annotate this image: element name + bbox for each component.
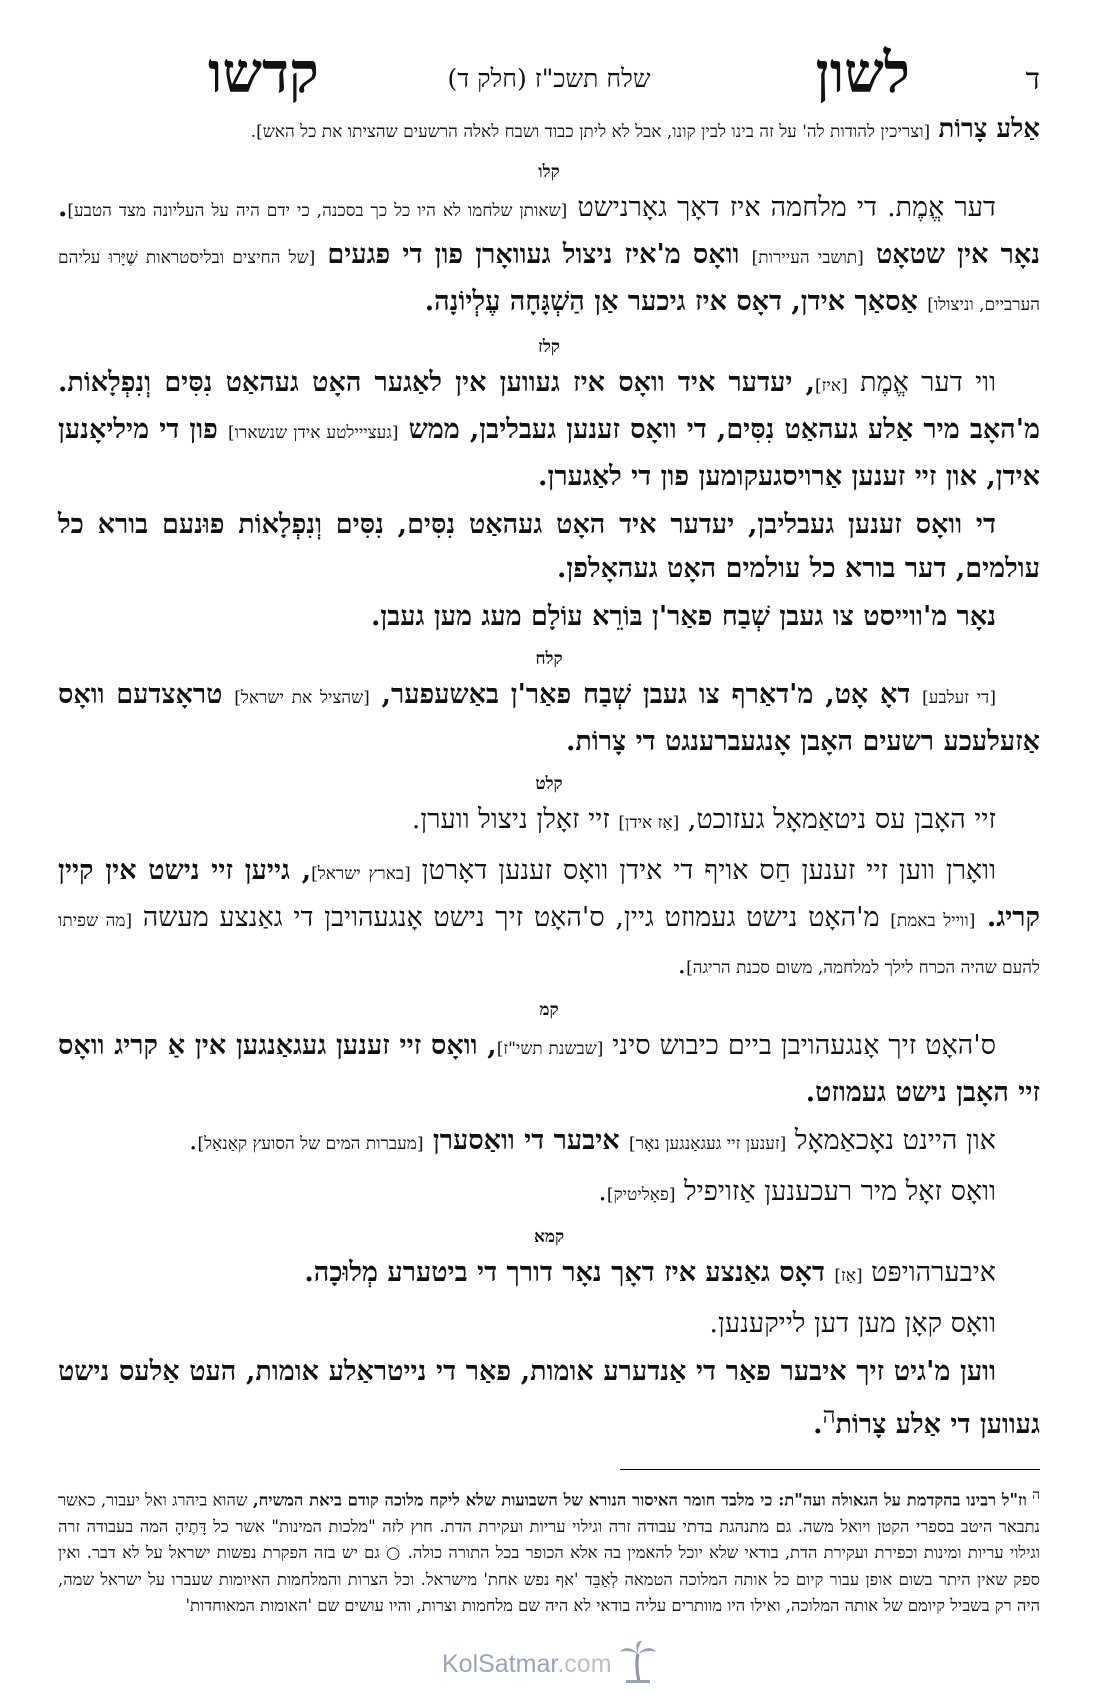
bracket-note: [אַז אידן] [618,813,680,833]
bracket-note: [שהציל את ישראל] [234,688,370,708]
text-run: , יעדער איד וואָס איז געווען אין לאַגער האָט געהאַט נִסִּים וְנִפְלָאוֹת. מ'האָב מיר אַלע געהאַט נִסִּים, די וואָס זענען געבליבן, ממש [58,367,1040,445]
text-run: , וואָס זיי זענען געגאַנגען אין אַ קריג וואָס זיי האָבן נישט געמוזט. [58,1030,1040,1108]
page-header [58,40,1040,110]
text-run: וואָס קאָן מען דען לייקענען. [709,1308,996,1339]
content-section [58,1000,1040,1217]
text-run: ווען מ'גיט זיך איבער פאַר די אַנדערע אומות, פאַר די נייטראַלע אומות, העט אַלעס נישט געווען די אַלע צָרוֹת [58,1356,1040,1440]
content-section [58,1227,1040,1447]
footnote-text: שהוא ביהרג ואל יעבור, כאשר נתבאר היטב בספרי הקטן ויואל משה. גם מתנהגת בדתי עבודה זרה וגילוי עריות ועקירת הדת. חוץ לזה "מלכות המינות" אשר כל דָּתֶיהָ המה בעבודה זרה וגילוי עריות ומינות וכפירת ועקירת הדת, בודאי שלא יוכל להאמין בה אלא הכופר בכל התורה כולה. ○ גם יש בזה הפקרת נפשות ישראל על לא דבר. ואין ספק שאין היתר בשום אופן עבור קיום כל אותה המלוכה הטמאה לְאַבֵּד 'אף נפש אחת' מישראל. וכל הצרות והמלחמות האיומות שעברו על ישראל שמה, היה רק בשביל קיומם של אותה המלוכה, ואילו היו מוותרים עליה בודאי לא היה שם מלחמות וצרות, והיו עושים שם 'האומות המאוחדות' [58,1490,1040,1616]
content-section [58,337,1040,639]
text-run: דער אֱמֶת. די מלחמה איז דאָך גאָרנישט [567,192,997,223]
text-run: טראָצדעם וואָס אַזעלעכע רשעים האָבן אָנגעברענגט די צָרוֹת. [58,679,1040,757]
section-paragraph [58,1350,1040,1447]
text-run: נאָר מ'ווייסט צו געבן שְׁבַח פאַר'ן בּוֹרֵא עוֹלָם מעג מען געבן. [370,601,996,632]
text-run: זיי האָבן עס ניטאַמאָל געזוכט, [679,804,996,835]
section-number: קמא [533,1227,565,1247]
bracket-note: [מה שפיתו להעם שהיה הכרח לילך למלחמה, משום סכנת הריגה] [58,911,1040,978]
text-run: זיי זאָלן ניצול ווערן. [411,804,619,835]
bracket-note: [אַז] [834,1266,863,1286]
bracket-note: [בארץ ישראל] [311,864,411,884]
site-logo [442,1640,658,1688]
bracket-note: [זענען זיי געגאַנגען נאָר] [629,1134,787,1154]
page [58,40,1040,1700]
content-section [58,162,1040,327]
bracket-note: [של החיצים ובליסטראות שֶׁיָּרוּ עליהם הערביים, וניצולו] [58,248,1040,315]
intro-paragraph [58,110,1040,152]
footnote-divider [620,1469,1040,1470]
text-run: וואָס זאָל מיר רעכענען אַזויפיל [675,1176,996,1207]
section-number: קמ [539,1000,559,1020]
bracket-note: [געצייילטע אידן שנשארו] [227,423,399,443]
text-run: . [188,1125,198,1156]
intro-main: אַלע צָרוֹת [938,114,1040,144]
section-paragraph [58,798,1040,845]
content-section [58,649,1040,764]
text-run: אַסאַך אידן, דאָס איז גיכער אַן הַשְׁגָּחָה עֶלְיוֹנָה. [424,286,928,317]
text-run: די וואָס זענען געבליבן, יעדער איד האָט געהאַט נִסִּים, נִסִּים וְנִפְלָאוֹת פוּנעם בורא כל עולמים, דער בורא כל עולמים האָט געהאָלפן. [58,509,1040,584]
logo-suffix: .com [557,1649,612,1678]
bracket-note: [שאותן שלחמו לא היו כל כך בסכנה, כי ידם היה על העליונה מצד הטבע] [67,201,568,221]
text-run: וואָס מ'איז ניצול געוואָרן פון די פגעים [315,239,752,270]
book-title-right: לשון [815,40,910,106]
text-run: דאָ אָט, מ'דאַרף צו געבן שְׁבַח פאַר'ן באַשעפער, [369,679,923,710]
text-run: און היינט נאָכאַמאָל [786,1125,996,1156]
section-paragraph [58,849,1040,990]
bracket-note: [איז] [815,376,848,396]
text-run: איבערהויפּט [862,1257,996,1288]
section-paragraph [58,186,1040,327]
site-logo-text [442,1650,612,1679]
book-title-left: קדשו [208,40,319,106]
section-paragraph [58,1302,1040,1346]
logo-name: KolSatmar [442,1649,558,1678]
text-run: ווי דער אֱמֶת [847,367,996,398]
page-number: ד [1025,62,1040,97]
bracket-note: [שבשנת תשי"ז] [496,1039,604,1059]
palm-tree-icon [618,1640,658,1688]
section-number: קלט [535,774,563,794]
footnote-marker: ה [1032,1487,1041,1503]
section-number: קלו [538,162,560,182]
section-paragraph [58,361,1040,499]
text-run: . נאָר אין שטאָט [58,192,1040,270]
text-run: וואָרן ווען זיי זענען חַס אויף די אידן וואָס זענען דאָרטן [410,855,996,886]
bracket-note: [פאָליטיק] [606,1185,676,1205]
section-paragraph [58,503,1040,591]
section-paragraph [58,1119,1040,1166]
text-run: איבער די וואַסערן [423,1125,630,1156]
section-number: קלז [538,337,560,357]
text-run: , גייען זיי נישט אין קיין קריג. [58,855,1040,933]
text-run: . [813,1409,823,1440]
section-paragraph [58,595,1040,639]
text-run: דאָס גאַנצע איז דאָך נאָר דורך די ביטערע מְלוּכָה. [304,1257,835,1288]
section-paragraph [58,1024,1040,1115]
text-run: . [598,1176,607,1207]
text-run: . [677,949,687,980]
footnote [58,1482,1040,1620]
bracket-note: [מעברות המים של הסועץ קאַנאַל] [197,1134,424,1154]
text-run: מ'האָט נישט געמוזט גיין, ס'האָט זיך נישט אָנגעהויבן די גאַנצע מעשה [132,902,891,933]
intro-note: [וצריכין להודות לה' על זה בינו לבין קונו, אבל לא ליתן כבוד ושבח לאלה הרשעים שהציתו את כל האש]. [250,122,931,142]
bracket-note: [די זעלבע] [922,688,996,708]
bracket-note: [ווייל באמת] [890,911,976,931]
section-paragraph [58,673,1040,764]
content-section [58,774,1040,990]
section-paragraph [58,1251,1040,1298]
text-run: ס'האָט זיך אָנגעהויבן ביים כיבוש סיני [603,1030,997,1061]
bracket-note: [תושבי העיירות] [751,248,864,268]
sections-container [58,162,1040,1447]
footnote-lead: וז"ל רבינו בהקדמת על הגאולה ועה"ת: כי מלבד חומר האיסור הנורא של השבועות שלא ליקח מלוכה קודם ביאת המשיח, [252,1490,1027,1510]
section-paragraph [58,1170,1040,1217]
footnote-ref: ה [822,1403,836,1429]
text-run: פון די מיליאָנען אידן, און זיי זענען אַרויסגעקומען פון די לאַגערן. [58,414,1040,492]
section-number: קלח [535,649,563,669]
section-subtitle: שלח תשכ"ז (חלק ד) [447,64,651,93]
